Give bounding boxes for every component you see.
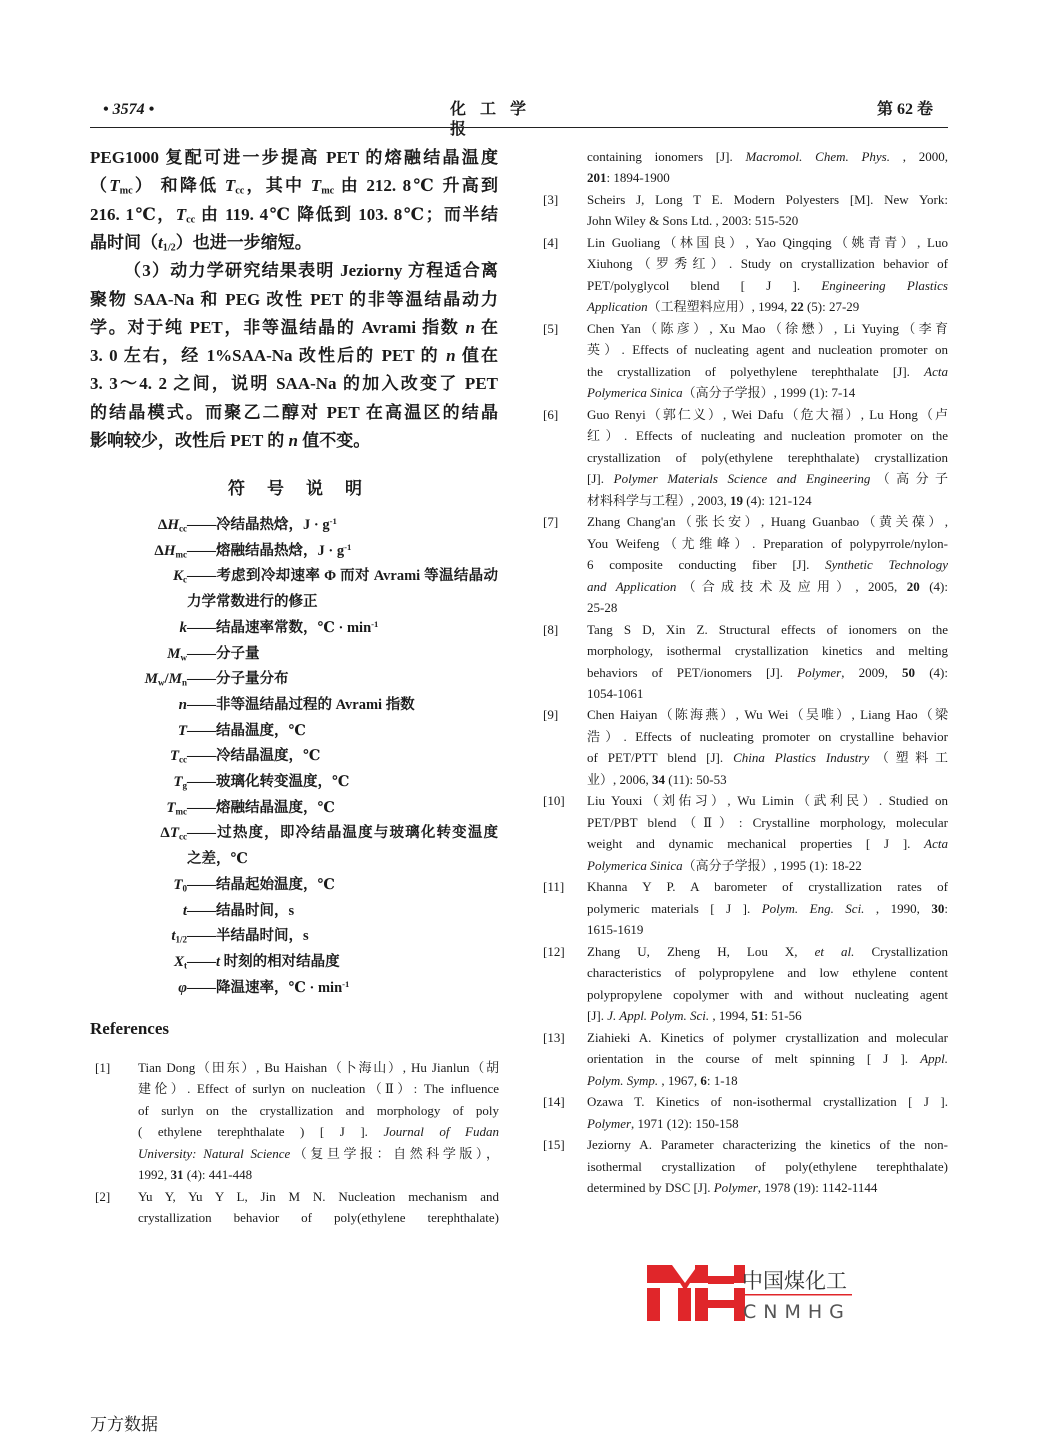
text-run: n bbox=[446, 346, 456, 366]
text-line: 聚物 SAA-Na 和 PEG 改性 PET 的非等温结晶动力 bbox=[90, 289, 498, 309]
subscript: mc bbox=[175, 805, 187, 816]
superscript: -1 bbox=[344, 541, 352, 552]
text-run: T bbox=[169, 748, 179, 765]
text-line: Scheirs J, Long T E. Modern Polyesters [M]. New York: bbox=[587, 191, 948, 207]
text-line: isothermal crystallization of poly(ethylene terephthalate) bbox=[587, 1158, 948, 1174]
text-run: T bbox=[175, 204, 187, 224]
subscript: n bbox=[181, 677, 187, 688]
text-run: H bbox=[163, 542, 176, 559]
subscript: cc bbox=[235, 185, 245, 197]
text-line: Jeziorny A. Parameter characterizing the kinetics of the non- bbox=[587, 1137, 948, 1153]
text-line: Xiuhong（罗秀红）. Study on crystallization behavior of bbox=[587, 256, 948, 272]
text-run: University: Natural Science bbox=[138, 1145, 291, 1161]
text-line: Polymerica Sinica（高分子学报）, 1999 (1): 7-14 bbox=[587, 385, 856, 401]
text-run: Journal of Fudan bbox=[383, 1124, 499, 1140]
text-line: 之差，℃ bbox=[187, 851, 248, 868]
text-line: Ziahieki A. Kinetics of polymer crystallization and molecular bbox=[587, 1029, 948, 1045]
subscript: 1/2 bbox=[175, 934, 187, 945]
text-line: 英）. Effects of nucleating agent and nucleation promoter on bbox=[587, 342, 948, 358]
page-number: • 3574 • bbox=[103, 101, 155, 118]
text-line: 浩）. Effects of nucleating promoter on crystalline behavior bbox=[587, 728, 948, 744]
superscript: -1 bbox=[329, 515, 337, 526]
symbols-title: 符号说明 bbox=[228, 479, 384, 498]
superscript: -1 bbox=[342, 978, 350, 989]
text-line: polymeric materials [ J ]. Polym. Eng. Sci. , 1990, 30: bbox=[587, 900, 948, 916]
text-line: 3. 0 左右，经 1%SAA-Na 改性后的 PET 的 n 值在 bbox=[90, 346, 499, 366]
text-line: 1615-1619 bbox=[587, 922, 644, 938]
text-run: 19 bbox=[730, 492, 744, 508]
text-line: You Weifeng（尤维峰）. Preparation of polypyrrole/nylon- bbox=[587, 535, 948, 551]
text-run: Polymer bbox=[713, 1180, 758, 1196]
text-line: Chen Haiyan（陈海燕）, Wu Wei（吴唯）, Liang Hao（梁 bbox=[587, 707, 948, 723]
text-run: Polymer bbox=[587, 1115, 632, 1131]
text-line: ——考虑到冷却速率 Φ 而对 Avrami 等温结晶动 bbox=[187, 568, 498, 585]
symbol bbox=[178, 978, 187, 998]
text-line: ——半结晶时间，s bbox=[187, 928, 309, 945]
text-line: Chen Yan（陈彦）, Xu Mao（徐懋）, Li Yuying（李育 bbox=[587, 320, 948, 336]
text-line: Zhang U, Zheng H, Lou X, et al. Crystallization bbox=[587, 943, 948, 959]
text-line: Yu Y, Yu Y L, Jin M N. Nucleation mechanism and bbox=[138, 1188, 499, 1204]
symbol: $M_w/M_n$ bbox=[144, 671, 187, 688]
text-line: 201: 1894-1900 bbox=[587, 170, 670, 186]
text-run: Polymerica Sinica bbox=[587, 857, 683, 873]
text-line: polypropylene copolymer with and without nucleating agent bbox=[587, 986, 948, 1002]
text-run: Macromol. Chem. Phys. bbox=[745, 149, 890, 164]
text-line: （3）动力学研究结果表明 Jeziorny 方程适合离 bbox=[124, 261, 498, 281]
text-line: 晶时间$(t_{1/2})$也进一步缩短。 bbox=[90, 232, 312, 254]
footer-watermark: 万方数据 bbox=[90, 1415, 158, 1435]
text-line: ——过热度，即冷结晶温度与玻璃化转变温度 bbox=[187, 825, 498, 842]
reference-label: [15] bbox=[543, 1137, 565, 1153]
text-run: Polym. Symp. bbox=[587, 1072, 659, 1088]
reference-label: [6] bbox=[543, 406, 559, 422]
reference-label: [11] bbox=[543, 879, 565, 895]
text-run: Polym. Eng. Sci. bbox=[761, 900, 865, 916]
subscript: 1/2 bbox=[162, 242, 176, 254]
reference-label: [1] bbox=[95, 1060, 111, 1075]
text-run: 31 bbox=[170, 1167, 184, 1183]
symbol bbox=[178, 721, 187, 741]
text-line: Polym. Symp. , 1967, 6: 1-18 bbox=[587, 1072, 738, 1088]
reference-label: [7] bbox=[543, 514, 559, 530]
text-run: Acta bbox=[924, 363, 948, 379]
subscript: cc bbox=[186, 214, 196, 226]
logo-text-cn: 中国煤化工 bbox=[742, 1269, 847, 1293]
text-run: T bbox=[169, 825, 179, 842]
reference-label: [13] bbox=[543, 1029, 565, 1045]
text-line: 6 composite conducting fiber [J]. Synthetic Technology bbox=[587, 557, 948, 573]
text-line: Zhang Chang'an（张长安）, Huang Guanbao（黄关葆）, bbox=[587, 514, 948, 530]
symbol bbox=[179, 695, 187, 715]
symbol bbox=[173, 875, 187, 895]
subscript: cc bbox=[179, 523, 187, 534]
text-line: Polymer, 1971 (12): 150-158 bbox=[587, 1115, 739, 1131]
text-line: PET/PBT blend（Ⅱ）: Crystalline morphology, molecular bbox=[587, 814, 948, 830]
text-run: T bbox=[173, 774, 183, 790]
text-run: J. Appl. Polym. Sci. bbox=[607, 1008, 710, 1024]
text-run: Polymer Materials Science and Engineering bbox=[613, 471, 871, 487]
symbol bbox=[173, 566, 187, 586]
text-run: X bbox=[173, 953, 184, 970]
symbol: $\Delta H_{mc}$ bbox=[154, 542, 187, 559]
text-run: T bbox=[310, 176, 322, 196]
subscript: mc bbox=[175, 548, 187, 559]
text-line: 的结晶模式。而聚乙二醇对 PET 在高温区的结晶 bbox=[90, 402, 498, 422]
text-run: 51 bbox=[751, 1008, 765, 1024]
text-line: Application（工程塑料应用）, 1994, 22 (5): 27-29 bbox=[587, 299, 860, 315]
text-line: 材料科学与工程）, 2003, 19 (4): 121-124 bbox=[587, 492, 812, 508]
text-run: Synthetic Technology bbox=[825, 557, 948, 573]
text-line: ——非等温结晶过程的 Avrami 指数 bbox=[187, 696, 415, 713]
text-line: containing ionomers [J]. Macromol. Chem. Phys. , 2000, bbox=[587, 149, 948, 164]
text-line: ——分子量分布 bbox=[187, 671, 289, 688]
subscript: t bbox=[184, 960, 187, 971]
reference-label: [9] bbox=[543, 707, 559, 723]
text-line: of surlyn on the crystallization and morphology of poly bbox=[138, 1102, 499, 1118]
text-line: Guo Renyi（郭仁义）, Wei Dafu（危大福）, Lu Hong（卢 bbox=[587, 406, 948, 422]
symbol bbox=[167, 644, 187, 664]
text-line: Tang S D, Xin Z. Structural effects of ionomers on the bbox=[587, 621, 948, 637]
text-line: Khanna Y P. A barometer of crystallization rates of bbox=[587, 879, 948, 895]
text-run: 22 bbox=[790, 299, 804, 315]
subscript: mc bbox=[321, 185, 335, 197]
text-run: T bbox=[177, 722, 187, 739]
symbol: $\Delta H_{cc}$ bbox=[157, 517, 187, 534]
text-line: ( ethylene terephthalate ) [ J ]. Journal of Fudan bbox=[138, 1124, 499, 1140]
text-line: 学。对于纯 PET，非等温结晶的 Avrami 指数 n 在 bbox=[90, 317, 499, 337]
text-run: Engineering Plastics bbox=[821, 277, 948, 293]
reference-label: [14] bbox=[543, 1094, 565, 1110]
text-line: 力学常数进行的修正 bbox=[187, 594, 318, 611]
text-line: of PET/PTT blend [J]. China Plastics Industry（塑料工 bbox=[587, 750, 949, 766]
text-line: 1992, 31 (4): 441-448 bbox=[138, 1167, 253, 1183]
text-run: Appl. bbox=[920, 1051, 948, 1067]
text-run: n bbox=[178, 696, 187, 713]
text-line: ——降温速率，℃ · $\min^{-1}$ bbox=[187, 978, 350, 996]
subscript: cc bbox=[179, 831, 187, 842]
text-run: n bbox=[288, 431, 298, 450]
text-line: ——结晶温度，℃ bbox=[187, 722, 306, 739]
subscript: c bbox=[183, 574, 187, 585]
cnmhg-logo bbox=[645, 1263, 855, 1325]
text-run: China Plastics Industry bbox=[733, 750, 870, 766]
text-line: 1054-1061 bbox=[587, 686, 644, 701]
text-line: Ozawa T. Kinetics of non-isothermal crystallization [ J ]. bbox=[587, 1094, 948, 1110]
logo-text-en: CNMHG bbox=[743, 1301, 851, 1323]
text-run: et al. bbox=[814, 943, 855, 959]
journal-title: 化工学报 bbox=[450, 101, 541, 138]
reference-label: [4] bbox=[543, 234, 559, 250]
subscript: mc bbox=[119, 185, 133, 197]
superscript: -1 bbox=[371, 618, 379, 629]
text-line: 业）, 2006, 34 (11): 50-53 bbox=[587, 771, 727, 787]
text-line: ——结晶速率常数，℃ · $\min^{-1}$ bbox=[187, 618, 379, 636]
text-line: Lin Guoliang（林国良）, Yao Qingqing（姚青青）, Luo bbox=[587, 234, 948, 250]
text-run: t bbox=[158, 232, 163, 252]
subscript: cc bbox=[179, 754, 187, 765]
reference-label: [3] bbox=[543, 191, 559, 207]
subscript: g bbox=[182, 780, 187, 791]
text-line: morphology, isothermal crystallization kinetics and melting bbox=[587, 643, 948, 659]
reference-label: [5] bbox=[543, 320, 559, 336]
reference-label: [8] bbox=[543, 621, 559, 637]
text-line: Liu Youxi（刘佑习）, Wu Limin（武利民）. Studied on bbox=[587, 793, 948, 809]
text-line: ——玻璃化转变温度，℃ bbox=[187, 774, 350, 790]
text-run: 50 bbox=[902, 664, 916, 680]
text-line: 建伦）. Effect of surlyn on nucleation（Ⅱ）: The influence bbox=[138, 1081, 499, 1097]
symbol bbox=[171, 926, 187, 946]
text-run: H bbox=[167, 517, 179, 533]
header-rule bbox=[90, 127, 948, 128]
logo-mark-icon bbox=[645, 1263, 855, 1325]
text-run: M bbox=[167, 645, 181, 662]
text-line: ——冷结晶温度，℃ bbox=[187, 748, 321, 765]
symbol bbox=[180, 618, 188, 638]
text-line: ——结晶时间，s bbox=[187, 902, 295, 919]
reference-label: [2] bbox=[95, 1188, 111, 1204]
reference-label: [10] bbox=[543, 793, 565, 809]
text-line: John Wiley & Sons Ltd. , 2003: 515-520 bbox=[587, 213, 799, 229]
text-run: 201 bbox=[587, 170, 607, 186]
text-run: Polymerica Sinica bbox=[587, 385, 683, 401]
text-line: ——分子量 bbox=[187, 645, 260, 662]
symbol bbox=[166, 798, 187, 818]
text-run: T bbox=[173, 876, 183, 893]
text-line: and Application（合成技术及应用）, 2005, 20 (4): bbox=[587, 578, 948, 594]
text-line: crystallization behavior of poly(ethylene terephthalate) bbox=[138, 1210, 499, 1226]
text-run: 6 bbox=[700, 1072, 707, 1088]
symbol bbox=[173, 772, 187, 792]
text-line: $(T_{mc})$ 和降低 $T_{cc}$，其中 $T_{mc}$ 由 212. 8℃ 升高到 bbox=[90, 176, 499, 197]
text-run: φ bbox=[178, 979, 187, 996]
text-run: M bbox=[144, 671, 158, 688]
text-line: Polymerica Sinica（高分子学报）, 1995 (1): 18-22 bbox=[587, 857, 862, 873]
text-run: T bbox=[166, 799, 176, 816]
reference-label: [12] bbox=[543, 943, 565, 959]
text-line: weight and dynamic mechanical properties [ J ]. Acta bbox=[587, 836, 948, 852]
text-run: T bbox=[224, 176, 236, 196]
text-line: determined by DSC [J]. Polymer, 1978 (19): 1142-1144 bbox=[587, 1180, 878, 1196]
text-line: behaviors of PET/ionomers [J]. Polymer, 2009, 50 (4): bbox=[587, 664, 948, 680]
text-line: 影响较少，改性后 PET 的 n 值不变。 bbox=[90, 431, 371, 450]
symbol bbox=[170, 746, 187, 766]
text-line: University: Natural Science（复旦学报：自然科学版）， bbox=[138, 1145, 499, 1161]
subscript: w bbox=[180, 651, 187, 662]
text-run: Application bbox=[587, 299, 648, 315]
text-run: n bbox=[465, 317, 476, 337]
text-line: ——结晶起始温度，℃ bbox=[187, 876, 335, 893]
text-line: ——熔融结晶温度，℃ bbox=[187, 799, 335, 816]
volume-label: 第 62 卷 bbox=[877, 101, 934, 118]
text-run: t bbox=[216, 953, 221, 970]
text-line: ——冷结晶热焓，$J \cdot g^{-1}$ bbox=[187, 515, 337, 533]
text-run: 34 bbox=[652, 771, 666, 787]
text-line: [J]. Polymer Materials Science and Engineering（高分子 bbox=[587, 471, 948, 487]
text-run: k bbox=[179, 619, 187, 636]
subscript: 0 bbox=[182, 883, 187, 894]
text-run: M bbox=[168, 671, 182, 688]
text-run: 30 bbox=[931, 900, 945, 916]
text-line: orientation in the course of melt spinning [ J ]. Appl. bbox=[587, 1051, 948, 1067]
references-title: References bbox=[90, 1019, 169, 1038]
symbol bbox=[174, 952, 187, 972]
text-line: 红）. Effects of nucleating and nucleation promoter on the bbox=[587, 428, 948, 444]
symbol: $\Delta T_{cc}$ bbox=[160, 825, 187, 842]
text-line: [J]. J. Appl. Polym. Sci. , 1994, 51: 51-56 bbox=[587, 1008, 802, 1024]
text-run: Polymer bbox=[797, 664, 842, 680]
text-line: ——t 时刻的相对结晶度 bbox=[187, 953, 340, 970]
subscript: w bbox=[157, 677, 165, 688]
text-run: K bbox=[172, 568, 183, 585]
text-line: ——熔融结晶热焓，$J \cdot g^{-1}$ bbox=[187, 541, 352, 559]
text-run: and Application bbox=[587, 578, 677, 594]
text-line: Tian Dong（田东）, Bu Haishan（卜海山）, Hu Jianlun（胡 bbox=[138, 1060, 499, 1075]
text-line: 216. 1℃，$T_{cc}$ 由 119. 4℃ 降低到 103. 8℃；而半结 bbox=[90, 204, 498, 226]
text-run: t bbox=[182, 902, 187, 919]
text-line: PEG1000 复配可进一步提高 PET 的熔融结晶温度 bbox=[90, 148, 498, 167]
text-run: 20 bbox=[906, 578, 920, 594]
text-line: the crystallization of polyethylene terephthalate [J]. Acta bbox=[587, 363, 948, 379]
text-line: crystallization of poly(ethylene terephthalate) crystallization bbox=[587, 449, 948, 465]
text-line: characteristics of polypropylene and low ethylene content bbox=[587, 965, 948, 981]
text-run: Acta bbox=[924, 836, 948, 852]
text-run: t bbox=[171, 928, 176, 945]
text-run: T bbox=[109, 176, 120, 196]
text-line: 25-28 bbox=[587, 600, 618, 616]
text-line: PET/polyglycol blend [ J ]. Engineering Plastics bbox=[587, 277, 948, 293]
text-line: 3. 3～4. 2 之间，说明 SAA-Na 的加入改变了 PET bbox=[90, 374, 498, 394]
